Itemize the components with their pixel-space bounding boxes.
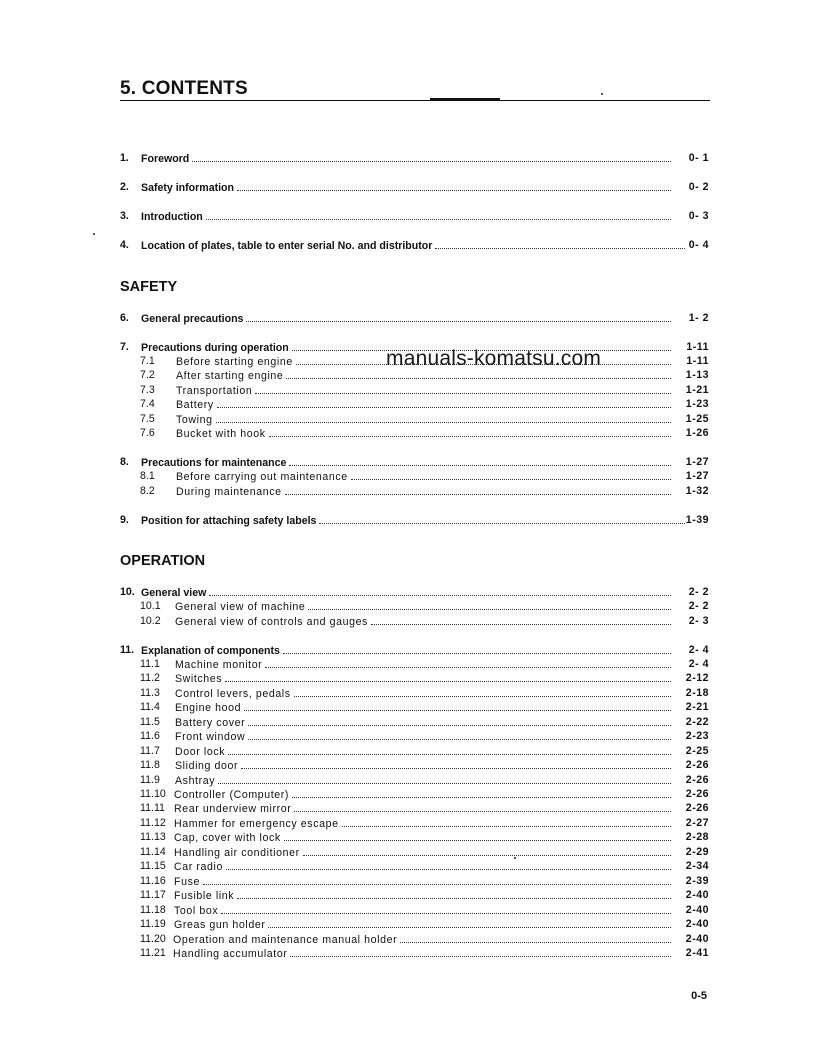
toc-text: General view of controls and gauges	[175, 616, 368, 628]
toc-number: 11.2	[140, 672, 160, 684]
title-underline	[120, 100, 710, 101]
toc-text: Switches	[175, 673, 223, 685]
toc-text: Tool box	[174, 905, 219, 917]
leader-dots	[319, 514, 685, 524]
toc-text: During maintenance	[176, 486, 282, 498]
toc-text: Precautions during operation	[141, 342, 289, 354]
leader-dots	[342, 817, 671, 827]
toc-text: Position for attaching safety labels	[141, 515, 317, 527]
toc-text: Control levers, pedals	[175, 688, 291, 700]
toc-page: 2-29	[685, 846, 709, 858]
leader-dots	[237, 181, 671, 191]
toc-page: 2-26	[685, 759, 709, 771]
leader-dots	[351, 470, 671, 480]
toc-text: Location of plates, table to enter serial No. and distributor	[141, 240, 433, 252]
toc-text: Sliding door	[175, 760, 239, 772]
toc-number: 11.9	[140, 774, 160, 786]
toc-text: Front window	[175, 731, 246, 743]
leader-dots	[308, 600, 671, 610]
toc-page: 2-34	[685, 860, 709, 872]
toc-subentry	[0, 903, 823, 917]
toc-subentry	[0, 671, 823, 685]
toc-subentry	[0, 729, 823, 743]
leader-dots	[226, 860, 671, 870]
leader-dots	[435, 239, 685, 249]
watermark: manuals-komatsu.com	[386, 347, 602, 370]
toc-number: 11.10	[140, 788, 166, 800]
leader-dots	[241, 759, 671, 769]
toc-page: 2-39	[685, 875, 709, 887]
toc-page: 1-26	[685, 427, 709, 439]
toc-subentry	[0, 614, 823, 628]
toc-text: Controller (Computer)	[174, 789, 290, 801]
toc-page: 2-21	[685, 701, 709, 713]
toc-page: 2- 3	[688, 615, 709, 627]
toc-text: Fusible link	[174, 890, 235, 902]
leader-dots	[217, 398, 671, 408]
toc-text: Introduction	[141, 211, 203, 223]
toc-page: 2-28	[685, 831, 709, 843]
toc-page: 2-40	[685, 918, 709, 930]
toc-page: 1-27	[685, 456, 709, 468]
toc-number: 11.19	[140, 918, 166, 930]
toc-page: 1-11	[686, 341, 709, 353]
leader-dots	[303, 846, 671, 856]
leader-dots	[285, 485, 671, 495]
leader-dots	[221, 904, 671, 914]
toc-text: Bucket with hook	[176, 428, 266, 440]
toc-number: 11.1	[140, 658, 160, 670]
toc-text: Transportation	[176, 385, 253, 397]
toc-subentry	[0, 787, 823, 801]
toc-number: 10.	[120, 586, 135, 598]
toc-number: 9.	[120, 514, 129, 526]
toc-page: 1-23	[685, 398, 709, 410]
toc-number: 1.	[120, 152, 129, 164]
toc-subentry	[0, 383, 823, 397]
toc-page: 2-41	[685, 947, 709, 959]
section-heading-safety: SAFETY	[120, 279, 178, 295]
toc-text: Greas gun holder	[174, 919, 266, 931]
toc-text: Explanation of components	[141, 645, 280, 657]
page-number: 0-5	[691, 990, 707, 1002]
toc-number: 11.11	[140, 802, 165, 814]
scan-speck	[514, 857, 516, 859]
toc-page: 2-25	[685, 745, 709, 757]
toc-subentry	[0, 917, 823, 931]
scan-speck	[601, 93, 603, 95]
toc-text: Safety information	[141, 182, 235, 194]
leader-dots	[248, 730, 671, 740]
toc-text: Engine hood	[175, 702, 242, 714]
leader-dots	[294, 687, 671, 697]
toc-text: Battery cover	[175, 717, 246, 729]
toc-text: General view of machine	[175, 601, 306, 613]
toc-subentry	[0, 426, 823, 440]
toc-number: 2.	[120, 181, 129, 193]
toc-page: 1-13	[685, 369, 709, 381]
toc-subentry	[0, 845, 823, 859]
toc-subentry	[0, 816, 823, 830]
leader-dots	[248, 716, 671, 726]
toc-number: 11.16	[140, 875, 166, 887]
leader-dots	[371, 615, 671, 625]
leader-dots	[268, 918, 671, 928]
toc-page: 2-26	[685, 774, 709, 786]
toc-page: 2- 2	[688, 586, 709, 598]
leader-dots	[216, 413, 671, 423]
leader-dots	[244, 701, 671, 711]
toc-number: 11.15	[140, 860, 166, 872]
leader-dots	[218, 774, 671, 784]
leader-dots	[292, 788, 671, 798]
toc-text: Handling accumulator	[173, 948, 288, 960]
toc-number: 11.4	[140, 701, 160, 713]
leader-dots	[246, 312, 671, 322]
toc-subentry	[0, 700, 823, 714]
toc-page: 0- 3	[688, 210, 709, 222]
toc-number: 8.1	[140, 470, 155, 482]
toc-number: 4.	[120, 239, 129, 251]
toc-page: 1-32	[685, 485, 709, 497]
leader-dots	[283, 644, 671, 654]
toc-page: 0- 2	[688, 181, 709, 193]
title-underline-accent	[430, 98, 500, 100]
toc-number: 7.5	[140, 413, 155, 425]
toc-number: 7.4	[140, 398, 155, 410]
toc-number: 11.12	[140, 817, 166, 829]
toc-subentry	[0, 599, 823, 613]
toc-subentry	[0, 744, 823, 758]
toc-number: 7.	[120, 341, 129, 353]
toc-text: Handling air conditioner	[174, 847, 300, 859]
toc-entry	[0, 585, 823, 599]
leader-dots	[206, 210, 671, 220]
toc-page: 2-40	[685, 933, 709, 945]
toc-subentry	[0, 888, 823, 902]
toc-text: General view	[141, 587, 207, 599]
scan-speck	[93, 233, 95, 235]
toc-subentry	[0, 469, 823, 483]
toc-text: After starting engine	[176, 370, 284, 382]
toc-number: 11.5	[140, 716, 160, 728]
toc-page: 2-27	[685, 817, 709, 829]
section-heading-operation: OPERATION	[120, 553, 206, 569]
toc-text: Fuse	[174, 876, 200, 888]
toc-subentry	[0, 830, 823, 844]
toc-page: 2-18	[685, 687, 709, 699]
toc-page: 2- 4	[688, 658, 709, 670]
toc-text: Machine monitor	[175, 659, 263, 671]
toc-text: Battery	[176, 399, 214, 411]
toc-number: 11.	[120, 644, 135, 656]
toc-text: Before starting engine	[176, 356, 293, 368]
toc-page: 2-26	[685, 788, 709, 800]
toc-entry	[0, 513, 823, 527]
toc-number: 11.3	[140, 687, 160, 699]
toc-number: 11.7	[140, 745, 160, 757]
toc-page: 2- 2	[688, 600, 709, 612]
toc-entry	[0, 151, 823, 165]
toc-page: 1-39	[685, 514, 709, 526]
toc-subentry	[0, 686, 823, 700]
toc-subentry	[0, 758, 823, 772]
toc-page: 1-21	[685, 384, 709, 396]
toc-text: Before carrying out maintenance	[176, 471, 348, 483]
leader-dots	[289, 456, 671, 466]
toc-page: 1-25	[685, 413, 709, 425]
leader-dots	[255, 384, 671, 394]
toc-entry	[0, 455, 823, 469]
toc-entry	[0, 180, 823, 194]
toc-number: 7.1	[140, 355, 155, 367]
toc-text: Hammer for emergency escape	[174, 818, 339, 830]
toc-text: Ashtray	[175, 775, 216, 787]
toc-subentry	[0, 715, 823, 729]
toc-subentry	[0, 946, 823, 960]
toc-number: 11.20	[140, 933, 166, 945]
toc-page: 2-26	[685, 802, 709, 814]
toc-page: 2-40	[685, 904, 709, 916]
toc-number: 11.14	[140, 846, 166, 858]
toc-subentry	[0, 484, 823, 498]
toc-number: 8.2	[140, 485, 155, 497]
toc-entry	[0, 238, 823, 252]
toc-page: 2-22	[685, 716, 709, 728]
toc-text: Foreword	[141, 153, 190, 165]
toc-text: Precautions for maintenance	[141, 457, 287, 469]
toc-number: 11.8	[140, 759, 160, 771]
leader-dots	[265, 658, 671, 668]
toc-number: 11.18	[140, 904, 166, 916]
page-title: 5. CONTENTS	[120, 78, 248, 99]
toc-number: 7.3	[140, 384, 155, 396]
toc-subentry	[0, 412, 823, 426]
toc-number: 7.6	[140, 427, 155, 439]
toc-subentry	[0, 773, 823, 787]
toc-number: 11.21	[140, 947, 166, 959]
toc-number: 8.	[120, 456, 129, 468]
toc-page: 0- 4	[688, 239, 709, 251]
toc-number: 11.13	[140, 831, 166, 843]
toc-text: Towing	[176, 414, 213, 426]
toc-subentry	[0, 657, 823, 671]
toc-entry	[0, 311, 823, 325]
toc-entry	[0, 643, 823, 657]
toc-subentry	[0, 874, 823, 888]
toc-number: 10.2	[140, 615, 161, 627]
toc-number: 11.17	[140, 889, 166, 901]
toc-number: 10.1	[140, 600, 161, 612]
leader-dots	[209, 586, 671, 596]
toc-text: Operation and maintenance manual holder	[173, 934, 398, 946]
toc-subentry	[0, 801, 823, 815]
toc-text: Door lock	[175, 746, 226, 758]
toc-page: 1-11	[686, 355, 709, 367]
toc-entry	[0, 209, 823, 223]
toc-page: 0- 1	[688, 152, 709, 164]
toc-number: 7.2	[140, 369, 155, 381]
leader-dots	[192, 152, 671, 162]
leader-dots	[237, 889, 671, 899]
leader-dots	[294, 802, 671, 812]
leader-dots	[228, 745, 671, 755]
toc-page: 1-27	[685, 470, 709, 482]
toc-text: Cap, cover with lock	[174, 832, 281, 844]
toc-number: 11.6	[140, 730, 160, 742]
toc-page: 2-12	[685, 672, 709, 684]
toc-subentry	[0, 859, 823, 873]
toc-number: 3.	[120, 210, 129, 222]
leader-dots	[225, 672, 671, 682]
toc-subentry	[0, 932, 823, 946]
toc-text: Car radio	[174, 861, 223, 873]
leader-dots	[284, 831, 671, 841]
toc-number: 6.	[120, 312, 129, 324]
toc-subentry	[0, 397, 823, 411]
toc-text: Rear underview mirror	[174, 803, 292, 815]
toc-text: General precautions	[141, 313, 244, 325]
toc-page: 1- 2	[688, 312, 709, 324]
leader-dots	[290, 947, 671, 957]
leader-dots	[203, 875, 671, 885]
leader-dots	[269, 427, 671, 437]
toc-page: 2- 4	[688, 644, 709, 656]
toc-page: 2-40	[685, 889, 709, 901]
toc-page: 2-23	[685, 730, 709, 742]
leader-dots	[400, 933, 671, 943]
